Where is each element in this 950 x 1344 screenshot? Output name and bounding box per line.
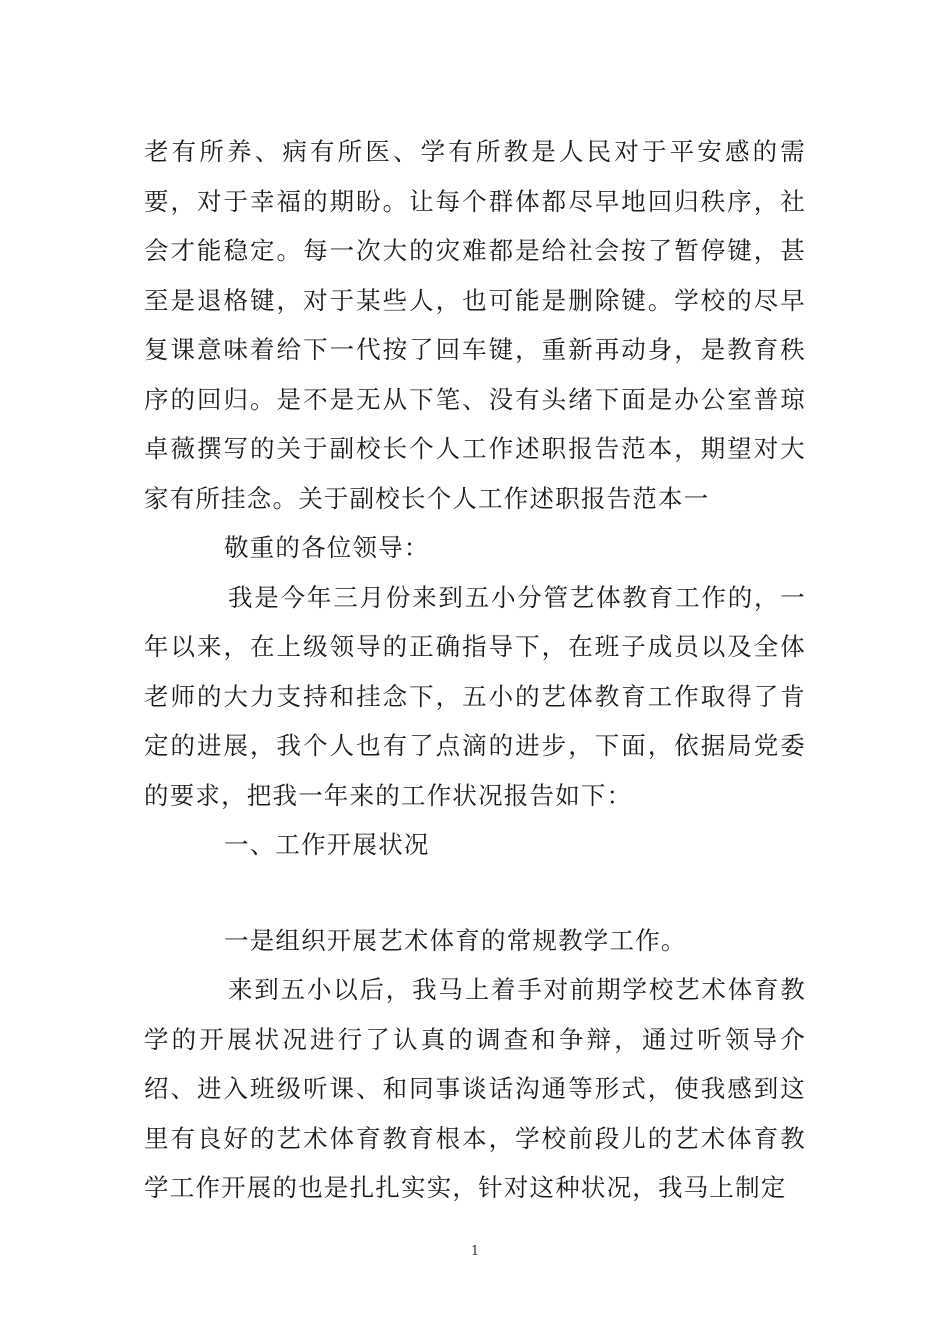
section-heading: 一、工作开展状况 — [224, 830, 430, 859]
salutation: 敬重的各位领导： — [224, 533, 430, 562]
subsection-heading: 一是组织开展艺术体育的常规教学工作。 — [224, 925, 687, 955]
blank-line — [144, 870, 806, 916]
page-number: 1 — [470, 1244, 480, 1259]
body-paragraph: 来到五小以后，我马上着手对前期学校艺术体育教学的开展状况进行了认真的调查和争辩，通过听领导介绍、进入班级听课、和同事谈话沟通等形式，使我感到这里有良好的艺术体育教育根本，学校前段儿的艺术体育教学工作开展的也是扎扎实实，针对这种状况，我马上制定 — [144, 975, 806, 1202]
intro-paragraph: 老有所养、病有所医、学有所教是人民对于平安感的需要，对于幸福的期盼。让每个群体都尽早地回归秩序，社会才能稳定。每一次大的灾难都是给社会按了暂停键，甚至是退格键，对于某些人，也可能是删除键。学校的尽早复课意味着给下一代按了回车键，重新再动身，是教育秩序的回归。是不是无从下笔、没有头绪下面是办公室普琼卓薇撰写的关于副校长个人工作述职报告范本，期望对大家有所挂念。关于副校长个人工作述职报告范本一 — [144, 137, 806, 513]
opening-paragraph: 我是今年三月份来到五小分管艺体教育工作的，一年以来，在上级领导的正确指导下，在班子成员以及全体老师的大力支持和挂念下，五小的艺体教育工作取得了肯定的进展，我个人也有了点滴的进步，下面，依据局党委的要求，把我一年来的工作状况报告如下： — [144, 582, 806, 810]
document-body — [144, 127, 806, 1213]
